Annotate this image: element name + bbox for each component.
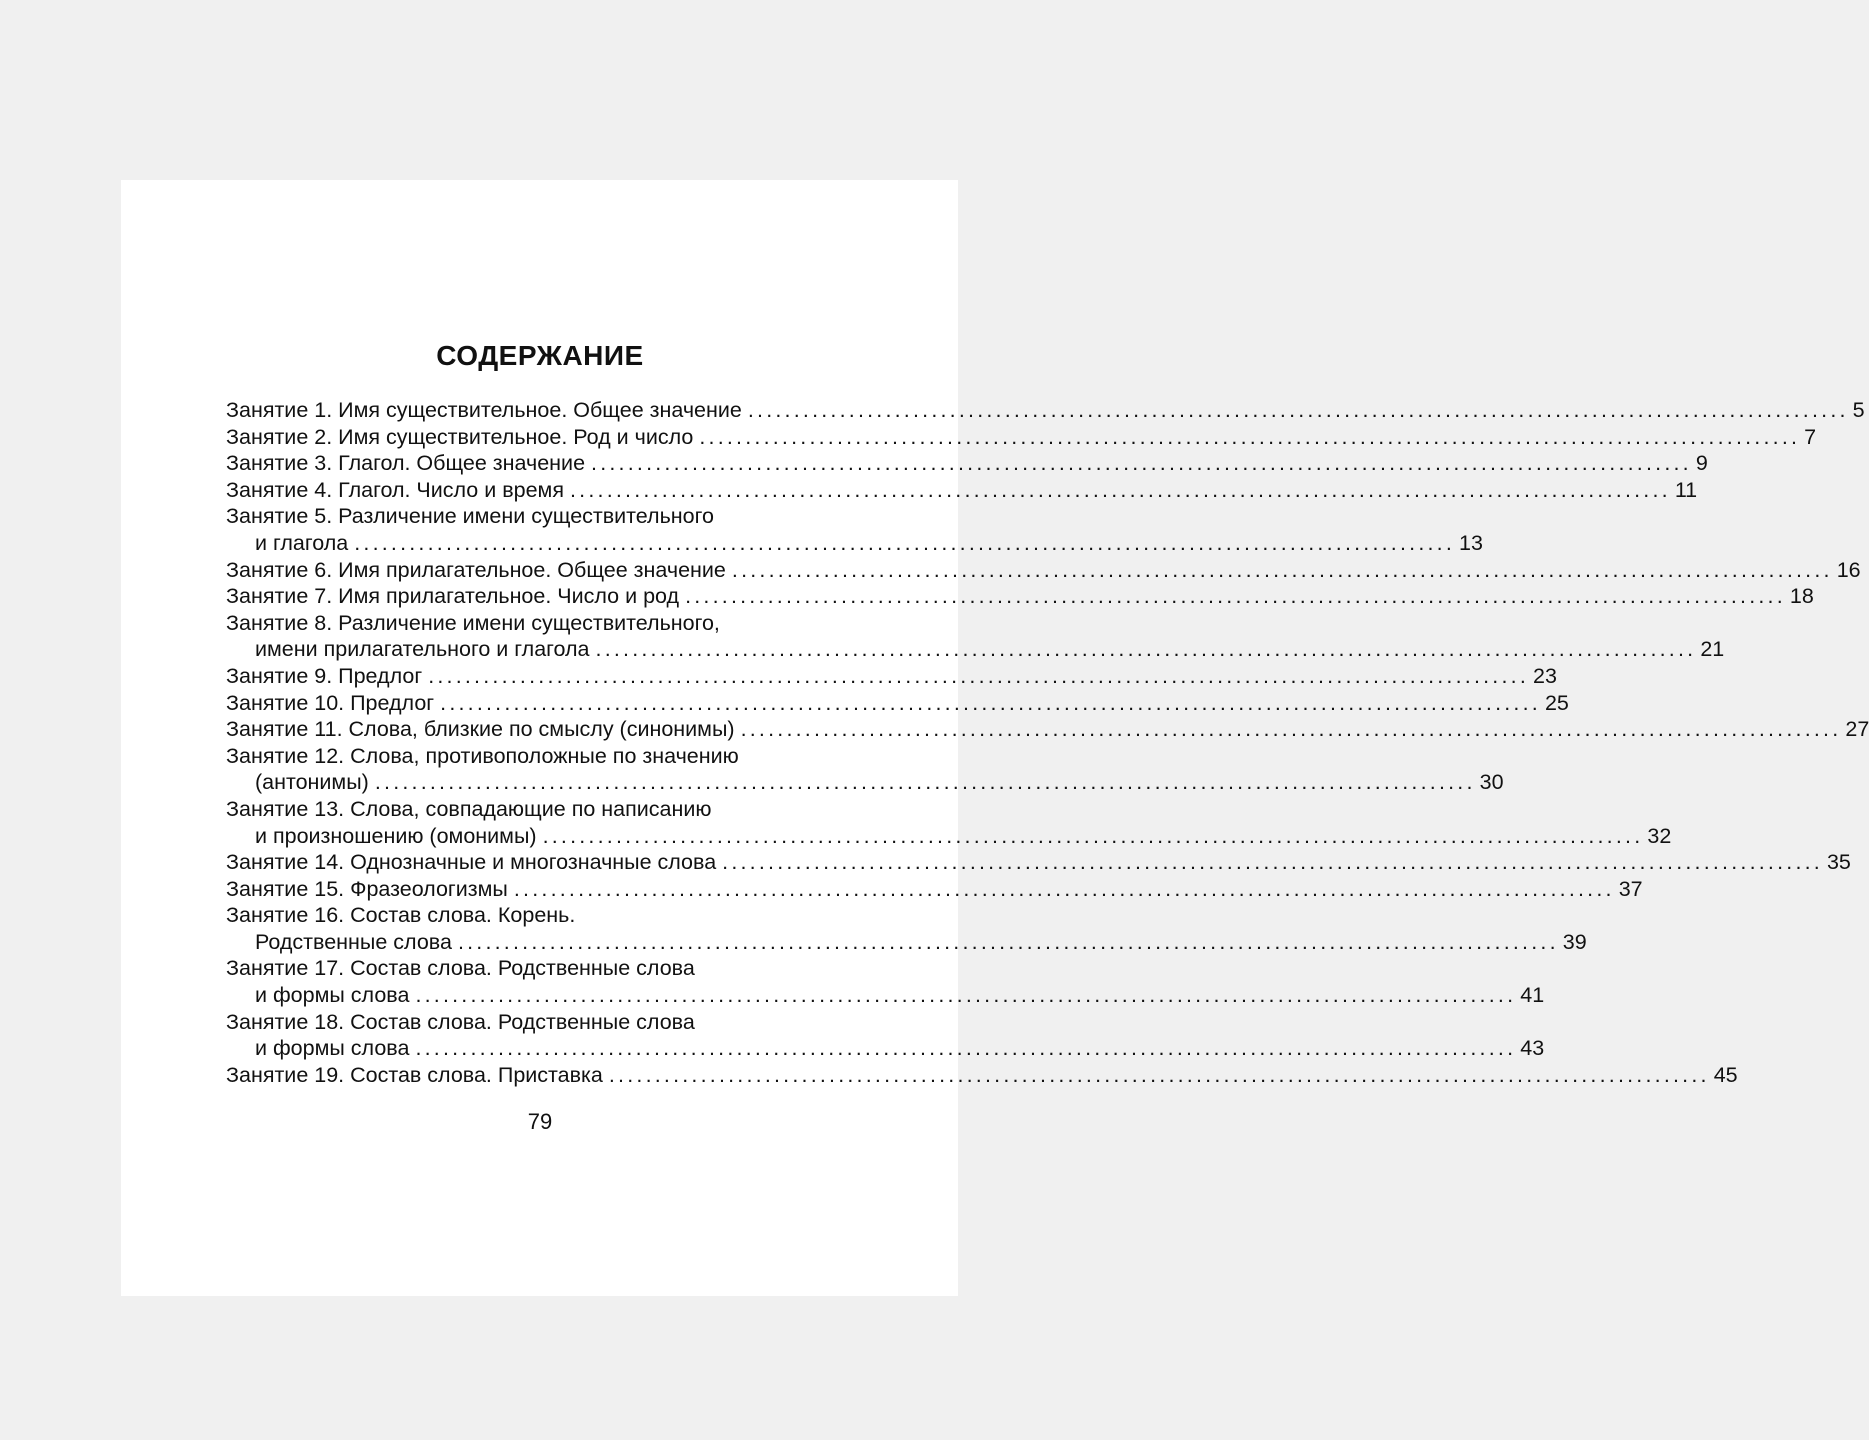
toc-line (226, 663, 1557, 690)
dot-leader: ........................................................................................................................ (440, 690, 1541, 715)
toc-page-number: 9 (1695, 451, 1708, 476)
toc-entry-text: Занятие 3. Глагол. Общее значение (226, 451, 586, 476)
toc-line (226, 1062, 1738, 1089)
dot-leader: ........................................................................................................................ (740, 717, 1842, 742)
toc-page-number: 30 (1479, 770, 1504, 795)
dot-leader: ........................................................................................................................ (542, 823, 1644, 848)
toc-line (226, 716, 1869, 743)
toc-entry-text: Занятие 15. Фразеологизмы (226, 876, 508, 901)
dot-leader: ........................................................................................................................ (591, 451, 1692, 476)
toc-entry-text: Занятие 4. Глагол. Число и время (226, 477, 564, 502)
toc-entry-text: имени прилагательного и глагола (255, 637, 590, 662)
toc-page-number: 43 (1520, 1036, 1545, 1061)
toc-line (226, 769, 1504, 796)
dot-leader: ........................................................................................................................ (513, 876, 1615, 901)
toc-page-number: 18 (1789, 584, 1814, 609)
toc-entry-text: Занятие 13. Слова, совпадающие по написанию (226, 796, 712, 821)
dot-leader: ........................................................................................................................ (570, 477, 1671, 502)
toc-line (226, 530, 1483, 557)
toc-page-number: 11 (1674, 477, 1698, 502)
toc-line (226, 424, 1817, 451)
toc-entry-text: и глагола (255, 530, 349, 555)
dot-leader: ........................................................................................................................ (699, 424, 1801, 449)
dot-leader: ........................................................................................................................ (374, 770, 1476, 795)
toc-entry-text: и формы слова (255, 983, 410, 1008)
toc-entry-text: Занятие 10. Предлог (226, 690, 435, 715)
toc-page-number: 41 (1520, 983, 1545, 1008)
toc-line (226, 610, 854, 637)
toc-entry-text: Занятие 11. Слова, близкие по смыслу (синонимы) (226, 717, 735, 742)
page-number: 79 (527, 1109, 553, 1134)
toc-line (226, 849, 1851, 876)
toc-line (226, 876, 1643, 903)
toc-page-number: 23 (1533, 663, 1557, 688)
dot-leader: ........................................................................................................................ (415, 983, 1517, 1008)
dot-leader: ........................................................................................................................ (722, 850, 1823, 875)
toc-entry-text: Занятие 16. Состав слова. Корень. (226, 903, 576, 928)
toc-page-number: 35 (1826, 850, 1851, 875)
dot-leader: ........................................................................................................................ (457, 929, 1559, 954)
dot-leader: ........................................................................................................................ (428, 663, 1529, 688)
dot-leader: ........................................................................................................................ (595, 637, 1697, 662)
page-title: СОДЕРЖАНИЕ (436, 340, 644, 371)
toc-page-number: 5 (1852, 398, 1865, 422)
dot-leader: ........................................................................................................................ (608, 1062, 1710, 1087)
dot-leader: ........................................................................................................................ (685, 584, 1786, 609)
toc-entry-text: Занятие 1. Имя существительное. Общее значение (226, 398, 742, 422)
dot-leader: ........................................................................................................................ (747, 398, 1849, 422)
toc-entry-text: Занятие 7. Имя прилагательное. Число и род (226, 584, 680, 609)
toc-page-number: 13 (1459, 530, 1483, 555)
dot-leader: ........................................................................................................................ (731, 557, 1833, 582)
toc-line (226, 929, 1587, 956)
toc-line (226, 743, 854, 770)
toc-entry-text: Занятие 14. Однозначные и многозначные слова (226, 850, 717, 875)
toc-page-number: 16 (1836, 557, 1861, 582)
toc-line (226, 796, 854, 823)
toc-line (226, 583, 1814, 610)
table-of-contents (226, 397, 1869, 1088)
toc-page-number: 7 (1804, 424, 1817, 449)
toc-page-number: 37 (1618, 876, 1643, 901)
toc-entry-text: Занятие 12. Слова, противоположные по значению (226, 743, 739, 768)
toc-line (226, 1009, 854, 1036)
toc-entry-text: (антонимы) (255, 770, 369, 795)
toc-page-number: 25 (1544, 690, 1569, 715)
toc-line (226, 557, 1861, 584)
toc-line (226, 1035, 1545, 1062)
toc-entry-text: Занятие 2. Имя существительное. Род и число (226, 424, 694, 449)
toc-entry-text: и формы слова (255, 1036, 410, 1061)
toc-entry-text: Родственные слова (255, 929, 452, 954)
toc-entry-text: Занятие 18. Состав слова. Родственные слова (226, 1009, 695, 1034)
toc-line (226, 982, 1545, 1009)
toc-entry-text: Занятие 6. Имя прилагательное. Общее значение (226, 557, 726, 582)
toc-page-number: 45 (1713, 1062, 1738, 1087)
toc-page-number: 21 (1700, 637, 1725, 662)
toc-line (226, 823, 1672, 850)
toc-line (226, 690, 1569, 717)
toc-line (226, 450, 1708, 477)
toc-line (226, 636, 1725, 663)
toc-page-number: 39 (1562, 929, 1587, 954)
toc-page-number: 32 (1647, 823, 1672, 848)
toc-entry-text: Занятие 8. Различение имени существительного, (226, 610, 720, 635)
toc-entry-text: Занятие 5. Различение имени существительного (226, 504, 714, 529)
toc-line (226, 955, 854, 982)
dot-leader: ........................................................................................................................ (354, 530, 1456, 555)
toc-line (226, 902, 854, 929)
toc-entry-text: Занятие 17. Состав слова. Родственные слова (226, 956, 695, 981)
toc-entry-text: и произношению (омонимы) (255, 823, 537, 848)
toc-line (226, 477, 1698, 504)
toc-entry-text: Занятие 9. Предлог (226, 663, 423, 688)
toc-entry-text: Занятие 19. Состав слова. Приставка (226, 1062, 603, 1087)
dot-leader: ........................................................................................................................ (415, 1036, 1517, 1061)
toc-page-number: 27 (1845, 717, 1869, 742)
toc-line (226, 397, 1865, 424)
toc-line (226, 503, 854, 530)
